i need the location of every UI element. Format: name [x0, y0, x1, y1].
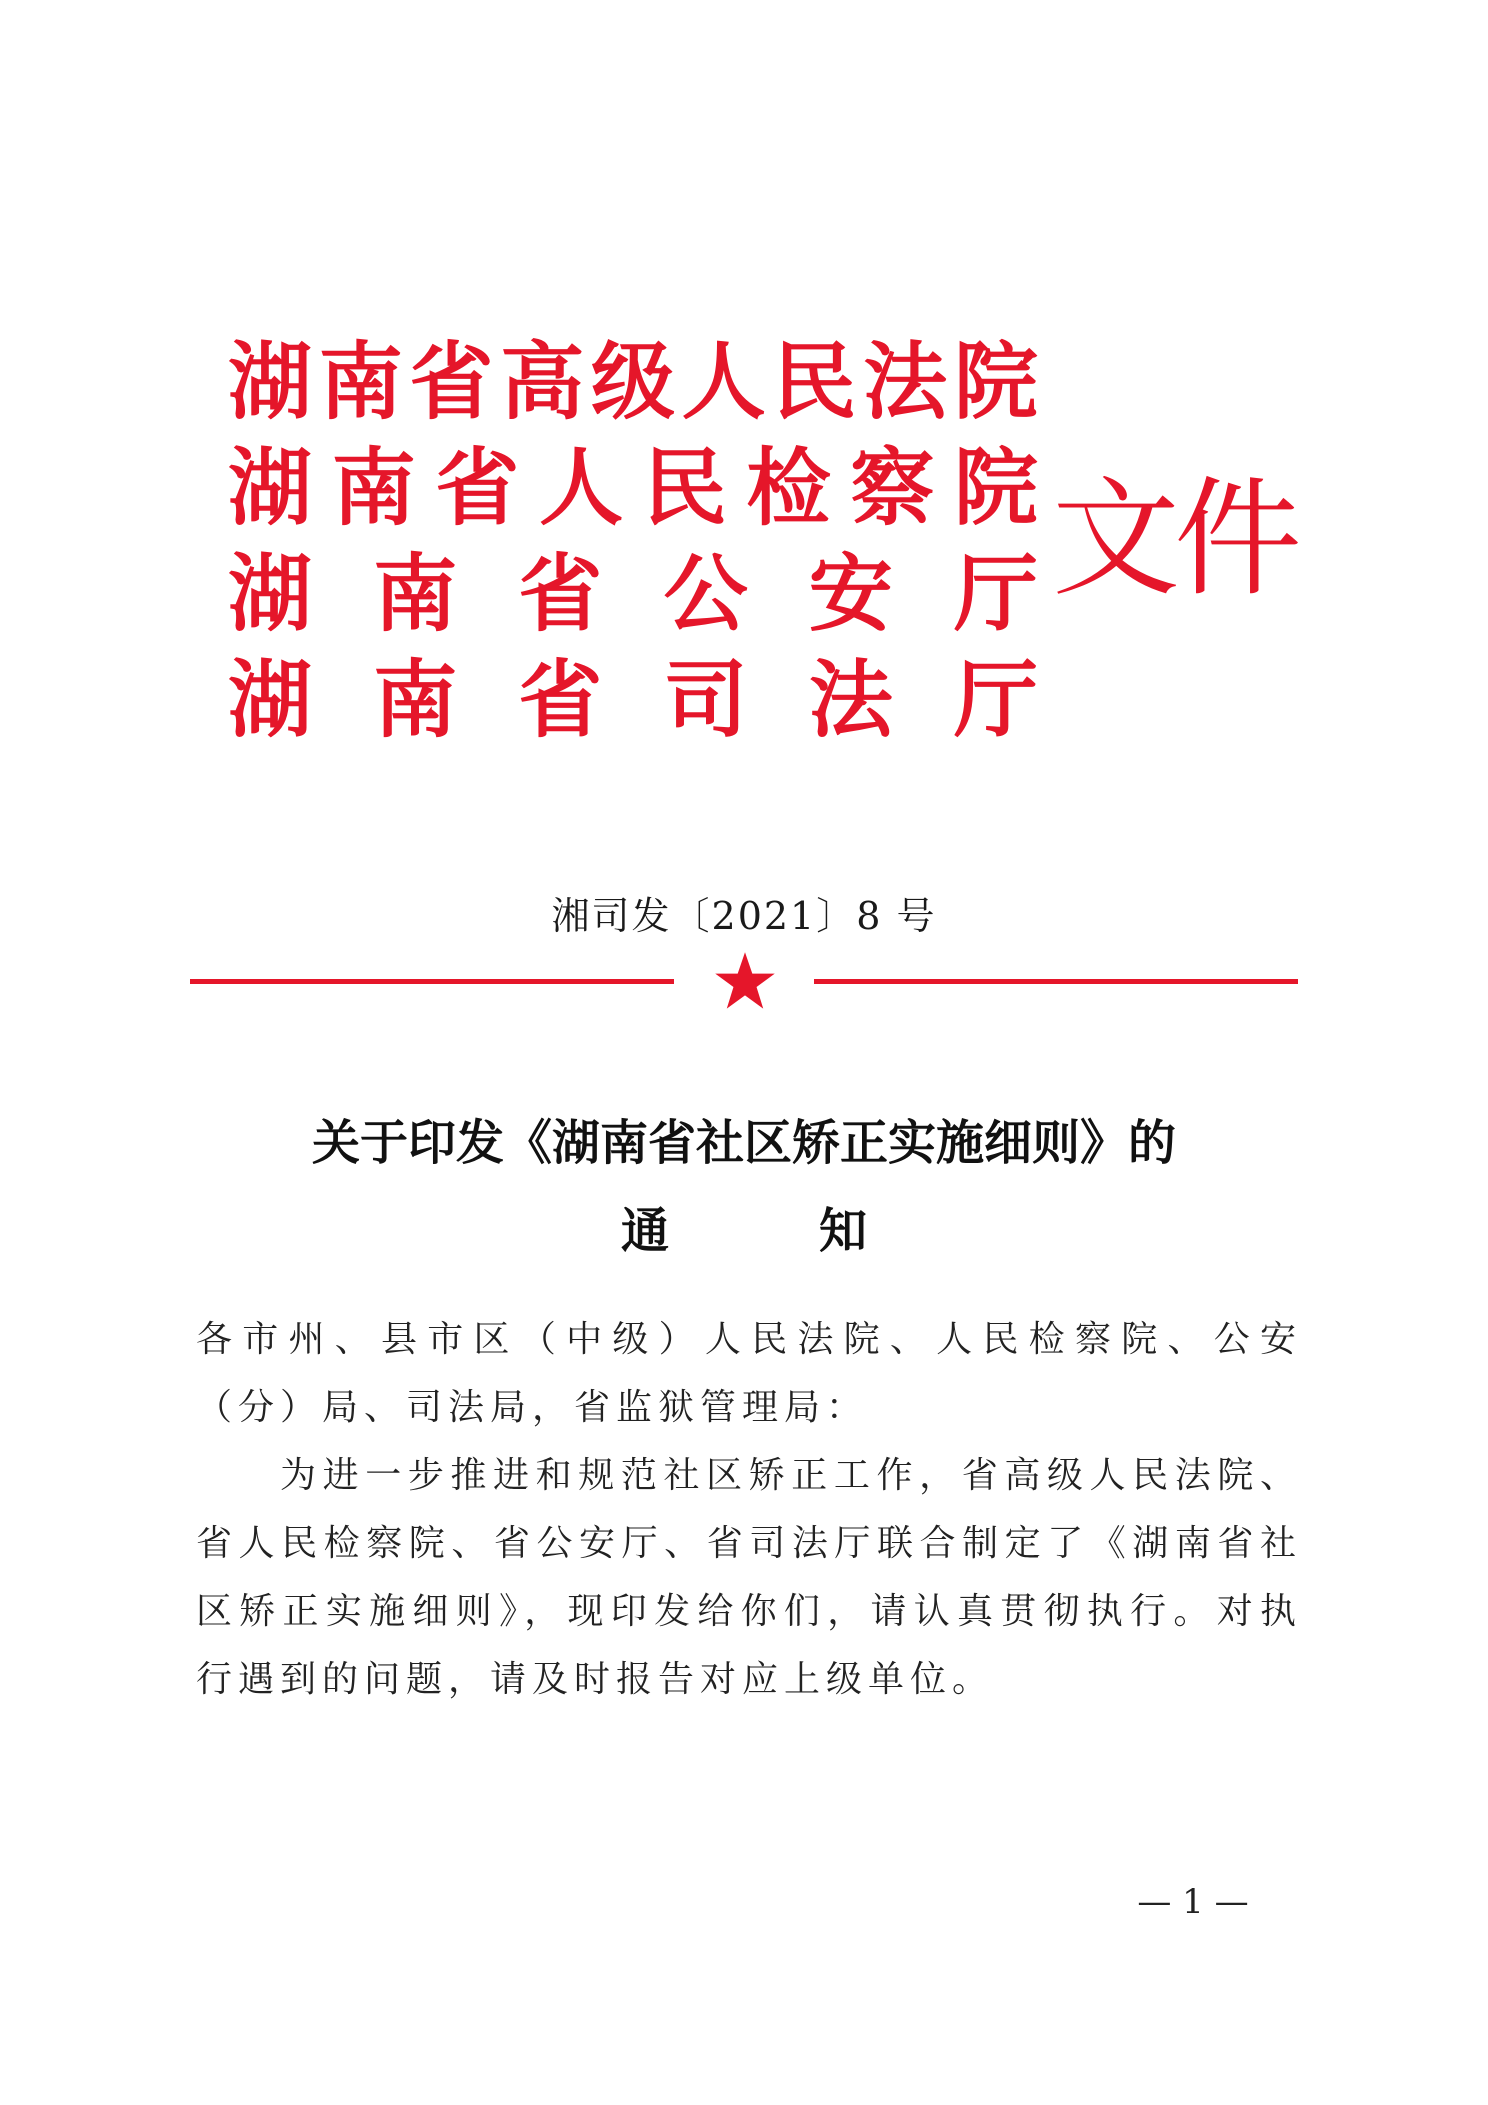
title-char-tong: 通	[620, 1203, 669, 1259]
issuer-justice-char-3: 司	[663, 652, 748, 748]
red-rule-right	[814, 979, 1298, 984]
paragraph-line-4: 行遇到的问题，请及时报告对应上级单位。	[196, 1659, 995, 1700]
salutation	[196, 1306, 1296, 1442]
issuer-justice-char-4: 法	[808, 652, 893, 748]
issuer-public-security-char-4: 安	[808, 546, 893, 642]
title-char-zhi: 知	[819, 1203, 868, 1259]
body-paragraph	[196, 1442, 1296, 1714]
paragraph-line-2: 省人民检察院、省公安厅、省司法厅联合制定了《湖南省社	[196, 1523, 1296, 1564]
issuer-public-security	[228, 546, 1038, 642]
issuer-high-court-char-6: 民	[772, 334, 857, 430]
paragraph-line-3: 区矫正实施细则》，现印发给你们，请认真贯彻执行。对执	[196, 1591, 1296, 1632]
issuer-high-court-char-5: 人	[681, 334, 766, 430]
issuer-procuratorate-char-0: 湖	[228, 440, 313, 536]
issuer-public-security-char-5: 厅	[953, 546, 1038, 642]
issuer-high-court-char-0: 湖	[228, 334, 313, 430]
issuer-high-court-char-8: 院	[953, 334, 1038, 430]
issuer-procuratorate-char-7: 院	[953, 440, 1038, 536]
issuer-procuratorate-char-4: 民	[642, 440, 727, 536]
salutation-line-1: 各市州、县市区（中级）人民法院、人民检察院、公安	[196, 1319, 1296, 1360]
issuer-high-court-char-1: 南	[318, 334, 403, 430]
issuer-high-court-char-3: 高	[500, 334, 585, 430]
document-number: 湘司发〔2021〕8 号	[551, 894, 937, 938]
issuer-justice	[228, 652, 1038, 748]
issuer-procuratorate-char-1: 南	[331, 440, 416, 536]
issuer-justice-char-1: 南	[373, 652, 458, 748]
issuer-high-court-char-2: 省	[409, 334, 494, 430]
page-number: — 1 —	[1137, 1882, 1249, 1922]
title-line-2	[0, 1196, 1488, 1266]
document-suffix: 文件	[1052, 465, 1297, 614]
issuer-public-security-char-2: 省	[518, 546, 603, 642]
issuer-procuratorate-char-5: 检	[746, 440, 831, 536]
issuer-high-court	[228, 334, 1038, 430]
issuer-justice-char-0: 湖	[228, 652, 313, 748]
paragraph-line-1: 为进一步推进和规范社区矫正工作，省高级人民法院、	[280, 1455, 1296, 1496]
issuer-high-court-char-4: 级	[590, 334, 675, 430]
issuer-procuratorate-char-6: 察	[850, 440, 935, 536]
salutation-line-2: （分）局、司法局，省监狱管理局：	[196, 1387, 869, 1428]
issuer-procuratorate-char-3: 人	[539, 440, 624, 536]
issuer-public-security-char-3: 公	[663, 546, 748, 642]
issuer-procuratorate-char-2: 省	[435, 440, 520, 536]
issuer-public-security-char-0: 湖	[228, 546, 313, 642]
title-line-1: 关于印发《湖南省社区矫正实施细则》的	[311, 1115, 1176, 1171]
issuer-procuratorate	[228, 440, 1038, 536]
red-star-icon	[714, 951, 776, 1013]
red-rule-left	[190, 979, 674, 984]
issuer-high-court-char-7: 法	[863, 334, 948, 430]
issuer-public-security-char-1: 南	[373, 546, 458, 642]
issuer-justice-char-5: 厅	[953, 652, 1038, 748]
issuer-justice-char-2: 省	[518, 652, 603, 748]
